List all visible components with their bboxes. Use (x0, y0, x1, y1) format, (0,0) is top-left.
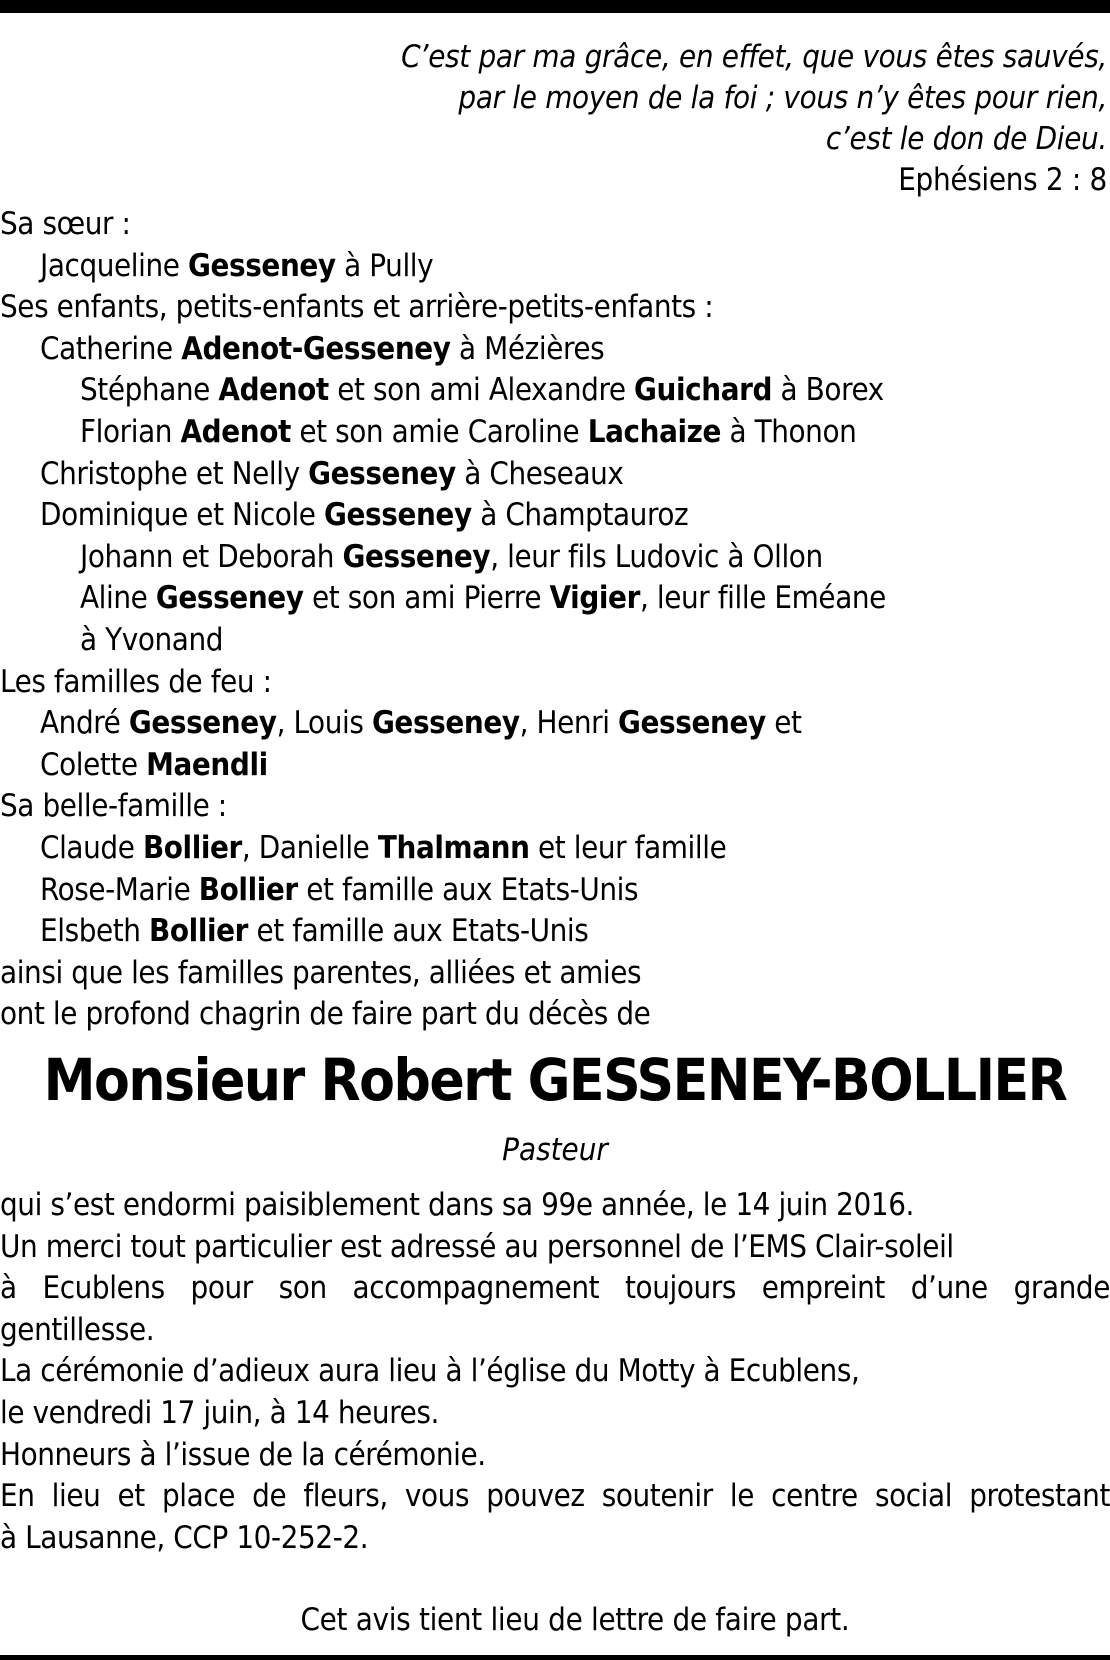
family-line (0, 994, 1110, 1036)
family-line (0, 786, 1110, 828)
family-text: Christophe et Nelly (40, 455, 309, 492)
family-text: , Louis (276, 705, 372, 742)
family-text: et famille aux Etats-Unis (248, 913, 589, 950)
family-text: , Henri (519, 705, 619, 742)
family-text: Rose-Marie (40, 871, 199, 908)
family-text: André (40, 705, 129, 742)
family-surname: Gesseney (188, 247, 336, 284)
bible-verse (401, 37, 1107, 201)
family-surname: Maendli (146, 746, 268, 783)
message-line: Honneurs à l’issue de la cérémonie. (0, 1436, 486, 1473)
message-line: à Lausanne, CCP 10-252-2. (0, 1519, 369, 1556)
family-text: Les familles de feu : (0, 663, 272, 700)
family-text: Catherine (40, 330, 182, 367)
closing-note: Cet avis tient lieu de lettre de faire part. (300, 1602, 850, 1638)
deceased-name: Monsieur Robert GESSENEY-BOLLIER (43, 1046, 1067, 1114)
family-text: à Cheseaux (455, 455, 624, 492)
family-surname: Gesseney (324, 497, 472, 534)
family-surname: Bollier (149, 913, 248, 950)
family-line (0, 703, 1110, 745)
family-text: Dominique et Nicole (40, 497, 325, 534)
family-line (0, 662, 1110, 704)
family-text: et (765, 705, 802, 742)
message-line: gentillesse. (0, 1311, 155, 1348)
family-surname: Bollier (198, 871, 298, 908)
top-rule (0, 0, 1110, 13)
family-surname: Gesseney (128, 705, 277, 742)
message-line: Un merci tout particulier est adressé au personnel de l’EMS Clair-soleil (0, 1228, 954, 1265)
family-line (0, 246, 1110, 288)
family-surname: Guichard (634, 372, 773, 409)
family-text: Jacqueline (40, 247, 188, 284)
family-line (0, 620, 1110, 662)
family-text: Stéphane (80, 372, 219, 409)
family-surname: Adenot (180, 413, 291, 450)
family-text: à Yvonand (80, 621, 224, 658)
family-surname: Gesseney (618, 705, 766, 742)
family-text: , leur fils Ludovic à Ollon (490, 538, 823, 575)
message-line: le vendredi 17 juin, à 14 heures. (0, 1394, 439, 1431)
family-surname: Gesseney (308, 455, 456, 492)
verse-reference: Ephésiens 2 : 8 (898, 162, 1107, 198)
family-line (0, 454, 1110, 496)
verse-line: c’est le don de Dieu. (825, 121, 1107, 157)
announcement-message (0, 1185, 1110, 1559)
family-text: et leur famille (529, 829, 727, 866)
family-text: Sa sœur : (0, 206, 131, 242)
family-line (0, 911, 1110, 953)
family-text: à Thonon (721, 413, 857, 450)
family-line (0, 537, 1110, 579)
family-line (0, 287, 1110, 329)
family-text: ainsi que les familles parentes, alliées et amies (0, 954, 642, 991)
family-line (0, 204, 1110, 246)
family-surname: Gesseney (155, 580, 304, 617)
family-text: à Mézières (450, 330, 605, 367)
family-surname: Adenot (218, 372, 329, 409)
verse-line: par le moyen de la foi ; vous n’y êtes pour rien, (458, 80, 1107, 116)
family-text: Elsbeth (40, 913, 150, 950)
deceased-title: Pasteur (502, 1132, 608, 1168)
family-text: Sa belle-famille : (0, 788, 227, 825)
family-list (0, 204, 1110, 1036)
family-text: Aline (80, 580, 156, 617)
family-text: et famille aux Etats-Unis (297, 871, 639, 908)
family-line (0, 329, 1110, 371)
family-text: et son ami Alexandre (328, 372, 635, 409)
family-surname: Thalmann (377, 829, 530, 866)
family-surname: Lachaize (587, 413, 721, 450)
family-text: ont le profond chagrin de faire part du décès de (0, 996, 651, 1033)
family-text: à Borex (772, 372, 884, 409)
family-text: Colette (40, 746, 147, 783)
family-text: Claude (40, 829, 143, 866)
family-line (0, 370, 1110, 412)
family-text: Johann et Deborah (80, 538, 343, 575)
family-surname: Gesseney (371, 705, 520, 742)
family-text: à Pully (335, 247, 434, 284)
family-line (0, 870, 1110, 912)
family-line (0, 745, 1110, 787)
family-line (0, 412, 1110, 454)
family-text: et son amie Caroline (290, 413, 588, 450)
family-text: , Danielle (241, 829, 378, 866)
family-surname: Bollier (142, 829, 242, 866)
family-text: , leur fille Eméane (639, 580, 886, 617)
message-line: La cérémonie d’adieux aura lieu à l’église du Motty à Ecublens, (0, 1353, 860, 1390)
family-line (0, 578, 1110, 620)
verse-line: C’est par ma grâce, en effet, que vous êtes sauvés, (401, 39, 1107, 75)
family-line (0, 953, 1110, 995)
family-text: Florian (80, 413, 181, 450)
family-surname: Gesseney (342, 538, 491, 575)
family-text: à Champtauroz (471, 497, 689, 534)
message-line: à Ecublens pour son accompagnement toujours empreint d’une grande (0, 1270, 1110, 1307)
family-surname: Adenot-Gesseney (181, 330, 451, 367)
bottom-rule (0, 1655, 1110, 1660)
family-line (0, 828, 1110, 870)
family-surname: Vigier (549, 580, 640, 617)
message-line: En lieu et place de fleurs, vous pouvez soutenir le centre social protestant (0, 1478, 1110, 1515)
family-text: et son ami Pierre (303, 580, 550, 617)
family-line (0, 495, 1110, 537)
family-text: Ses enfants, petits-enfants et arrière-petits-enfants : (0, 289, 714, 326)
message-line: qui s’est endormi paisiblement dans sa 99e année, le 14 juin 2016. (0, 1187, 914, 1223)
